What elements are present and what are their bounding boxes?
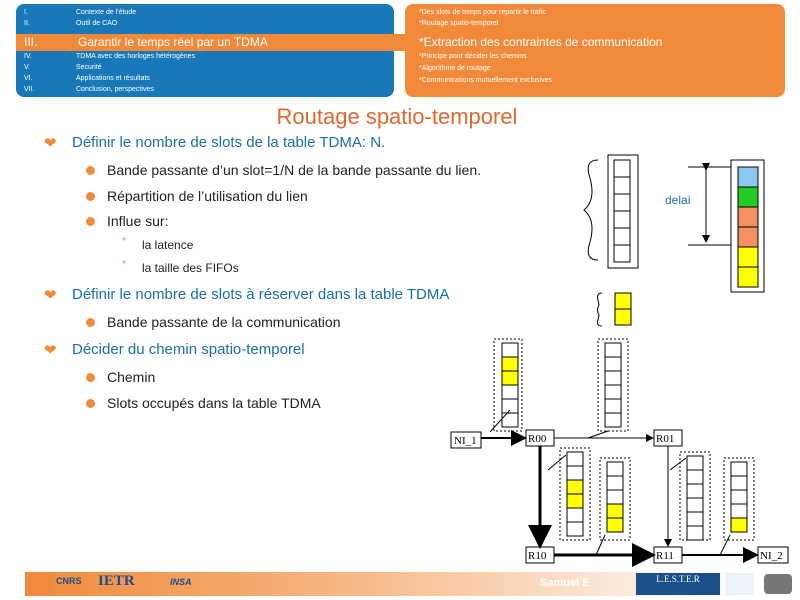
tdma-slot [502,343,518,357]
tdma-slot [738,187,758,207]
tdma-slot [607,476,623,490]
outline-item-3-active[interactable]: III. Garantir le temps réel par un TDMA [16,34,394,51]
slide-title: Routage spatio-temporel [276,104,518,129]
tdma-slot [607,490,623,504]
heart-bullet-icon: ❤ [44,287,57,304]
ietr-logo: IETR [98,573,135,589]
tdma-slot [687,484,703,498]
heart-bullet-icon: ❤ [44,342,57,359]
tdma-slot [605,371,621,385]
outline-item-6[interactable]: VI. Applications et résultats [24,75,150,82]
tdma-slot [687,512,703,526]
node-r01-label: R01 [656,433,675,445]
tdma-slot [687,470,703,484]
small-brace-icon [598,293,603,326]
star-bullet-icon: * [122,236,126,247]
subsection-item-2[interactable]: *Routage spatio-temporel [419,20,499,27]
node-ni1-label: NI_1 [454,435,477,447]
network-topology [451,339,788,563]
node-ni2-label: NI_2 [760,550,783,562]
tdma-slot [738,267,758,287]
node-r10-label: R10 [528,550,547,562]
pointer-r00-r01-table [588,431,608,438]
outline-item-2[interactable]: II. Outil de CAO [24,20,118,27]
tdma-slot [605,385,621,399]
tdma-slot [731,476,747,490]
curly-brace-icon [584,160,598,260]
insa-logo: INSA [170,577,192,587]
tdma-slot [567,522,583,536]
subsection-item-6[interactable]: *Communications mutuellement exclusives [419,77,553,84]
pointer-r01-r11-table [670,458,686,470]
tdma-slot [614,160,630,177]
tdma-slot [614,228,630,245]
tdma-slot [502,371,518,385]
tdma-slot [502,385,518,399]
tdma-slot [615,293,631,309]
node-r00-label: R00 [528,433,547,445]
tdma-slot [731,504,747,518]
reserved-slot-table [598,293,632,326]
tdma-slot [614,211,630,228]
subsection-item-1[interactable]: *Des slots de temps pour repartir le trafic [419,9,546,16]
tdma-slot [738,247,758,267]
tdma-slot [605,413,621,427]
outline-item-5[interactable]: V. Securité [24,64,102,71]
tdma-slot [567,508,583,522]
tdma-slot-column [614,160,630,262]
tdma-slot [687,456,703,470]
subsection-item-5[interactable]: *Algorithme de routage [419,65,491,72]
tdma-slot [605,357,621,371]
tdma-slot [614,177,630,194]
subsection-item-3-active[interactable]: *Extraction des contraintes de communication [419,35,663,49]
tdma-slot [567,480,583,494]
tdma-slot [567,452,583,466]
pointer-r11-ni2-table [720,535,730,555]
pointer-r00-r10-table [548,455,566,470]
tdma-slot [731,462,747,476]
tdma-slot [738,207,758,227]
tdma-slot [502,413,518,427]
tdma-slot [615,309,631,325]
slide-nav-button[interactable] [764,574,792,594]
cnrs-logo: CNRS [56,576,82,586]
tdma-table-with-brace [584,155,638,268]
node-r11-label: R11 [656,550,674,562]
heart-bullet-icon: ❤ [44,135,57,152]
tdma-slot [607,462,623,476]
footer-accent-square [30,573,52,595]
tdma-slot [731,490,747,504]
tdma-slot [731,518,747,532]
lab-logo-icon [726,573,754,595]
tdma-slot [607,504,623,518]
tdma-slot [687,498,703,512]
tdma-slot [502,399,518,413]
delay-slot-column [738,167,758,287]
reserved-slot-column [615,293,631,325]
tdma-slot [567,466,583,480]
tdma-slot [567,494,583,508]
tdma-slot [687,526,703,540]
tdma-slot [605,399,621,413]
outline-item-4[interactable]: IV. TDMA avec des horloges hétérogènes [24,53,196,60]
tdma-slot [607,518,623,532]
footer-author: Samuel E [540,577,590,589]
outline-item-1[interactable]: I. Contexte de l'étude [24,9,137,16]
tdma-slot [738,167,758,187]
delay-label: delai [665,193,691,207]
tdma-slot [738,227,758,247]
tdma-slot [614,245,630,262]
star-bullet-icon: * [122,259,126,270]
tdma-slot [502,357,518,371]
outline-item-7[interactable]: VII. Conclusion, perspectives [24,86,154,93]
lester-logo: L.E.S.T.E.R [636,573,720,595]
subsection-item-4[interactable]: *Principe pour décider les chemins [419,53,527,60]
tdma-slot [605,343,621,357]
tdma-slot [614,194,630,211]
delay-table [665,160,764,292]
